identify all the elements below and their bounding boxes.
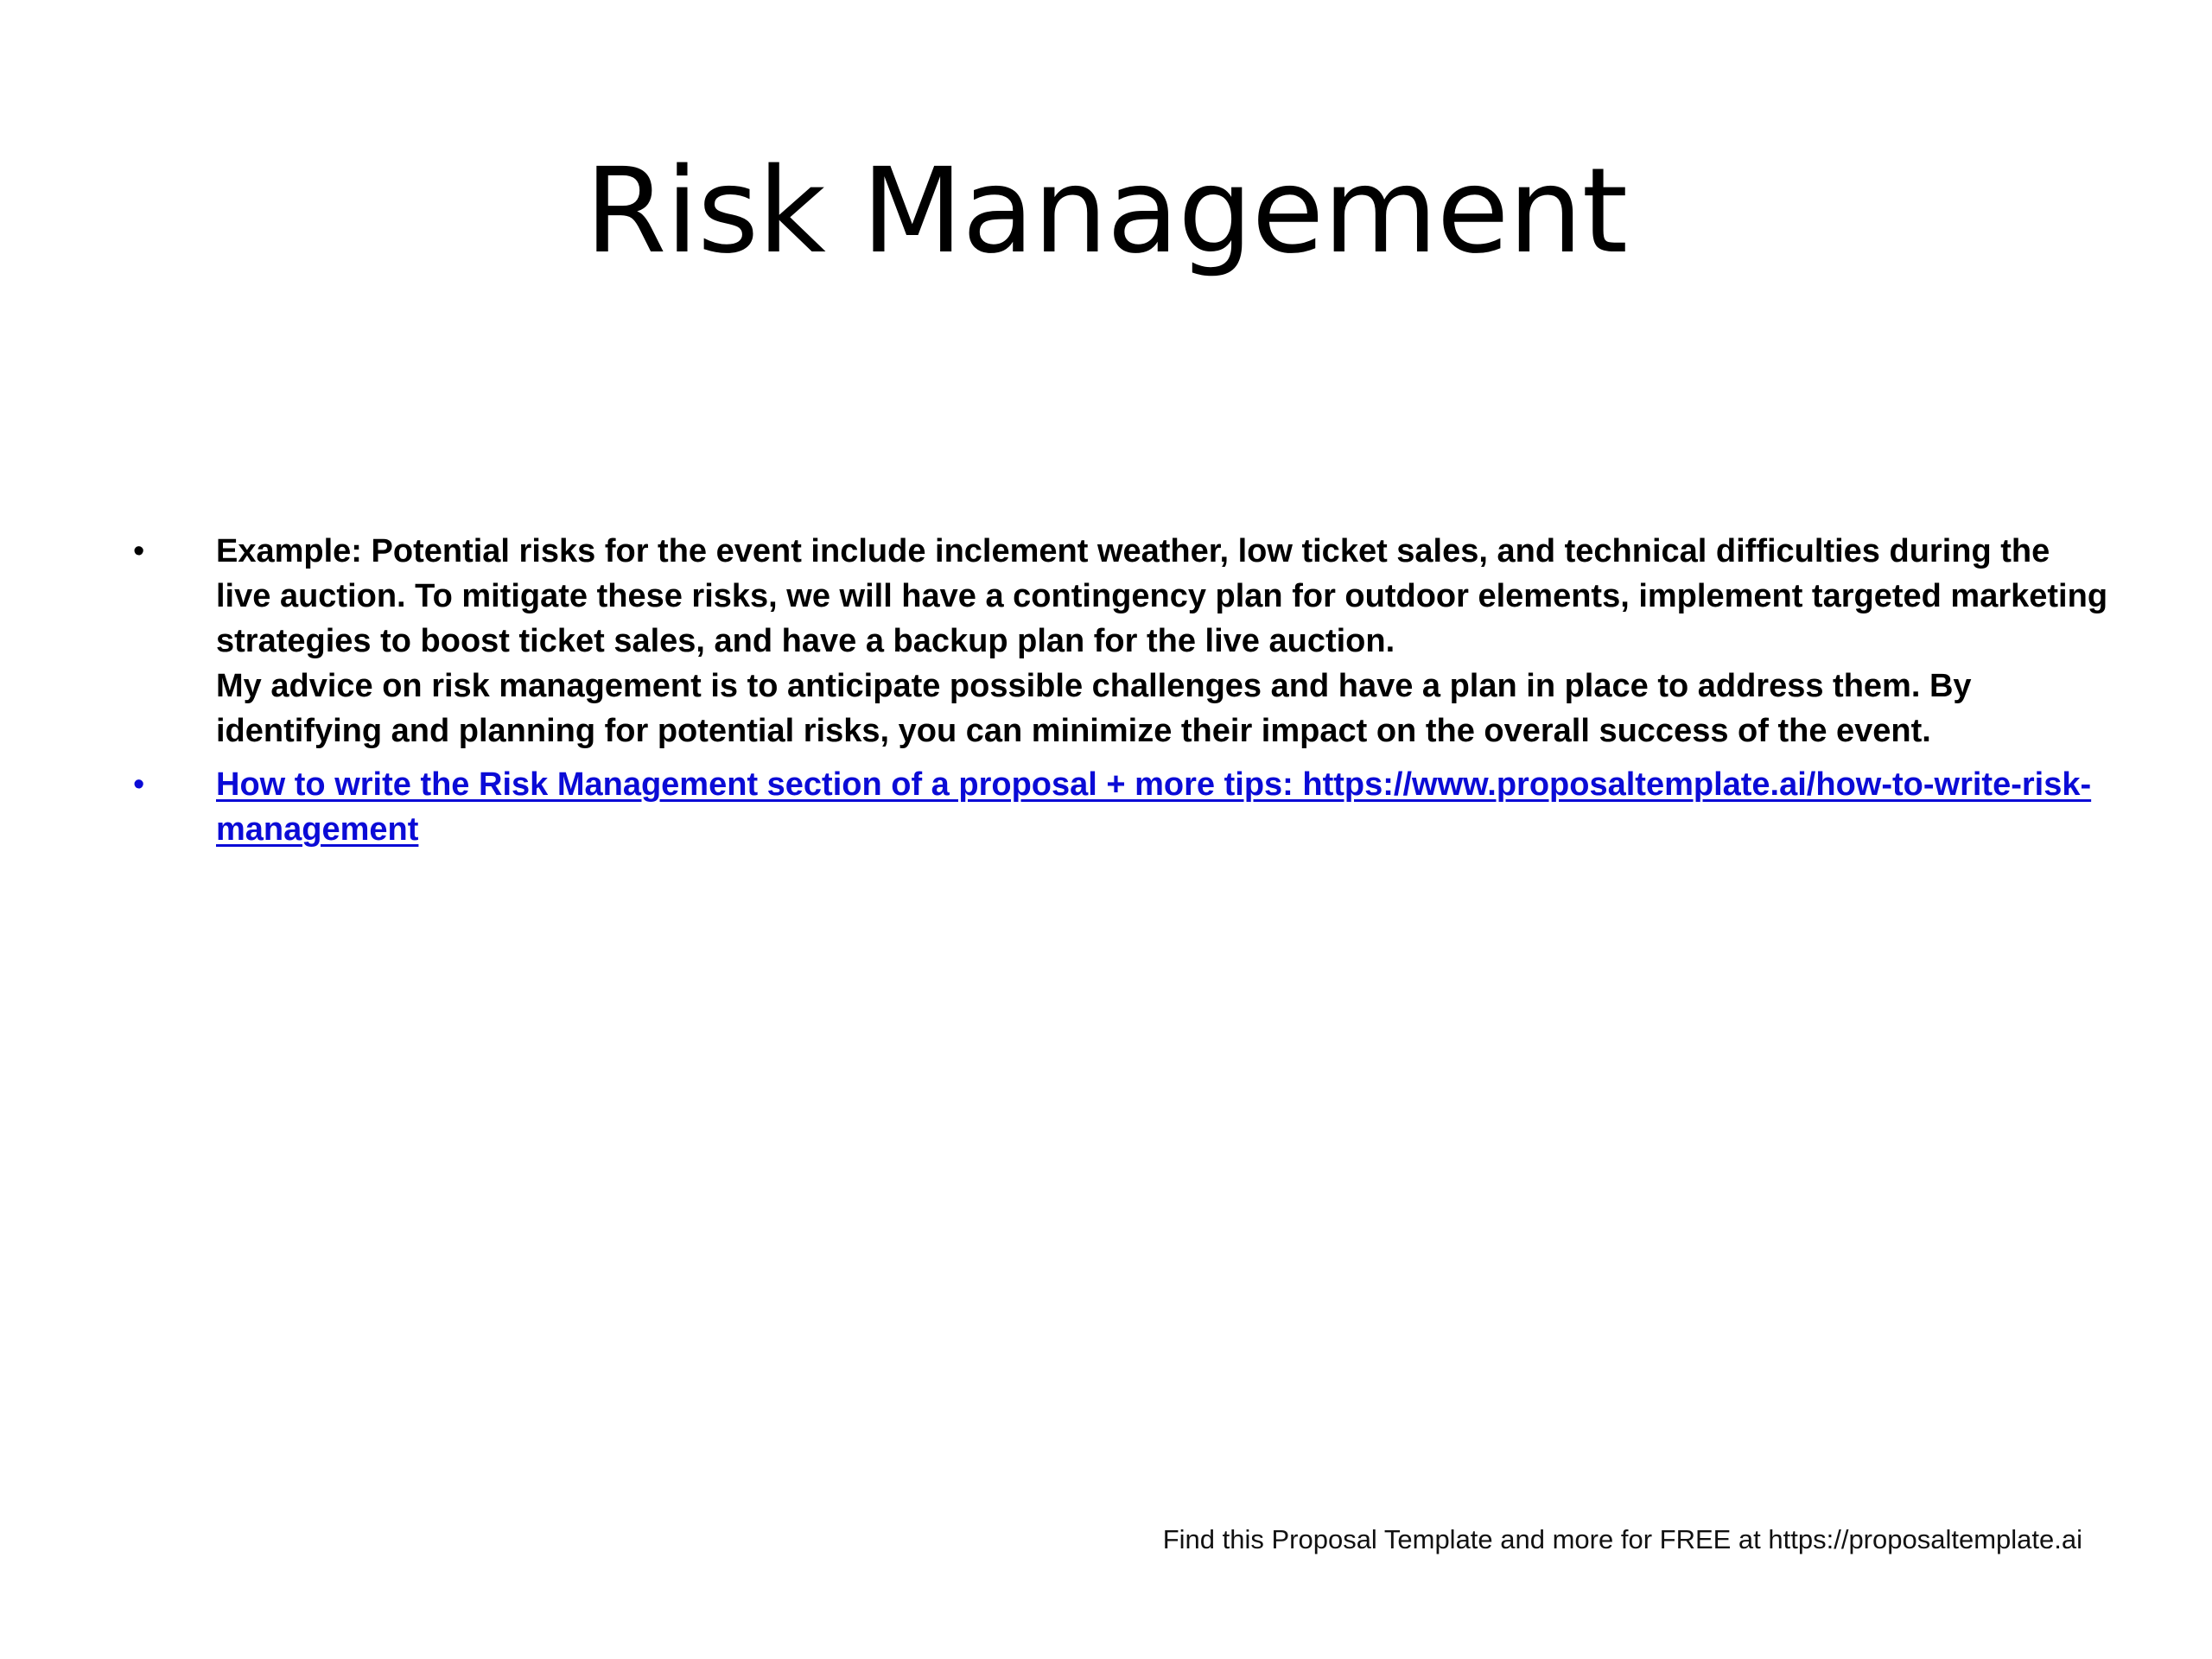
risk-management-tips-link[interactable]: How to write the Risk Management section of a proposal + more tips: https://www.proposaltemplate.ai/how-to-write-risk-management	[216, 766, 2092, 848]
example-paragraph: Example: Potential risks for the event include inclement weather, low ticket sales, and technical difficulties during the live auction. To mitigate these risks, we will have a contingency plan for outdoor elements, implement targeted marketing strategies to boost ticket sales, and have a backup plan for the live auction.	[216, 533, 2108, 659]
bullet-icon: •	[133, 766, 145, 803]
advice-paragraph: My advice on risk management is to anticipate possible challenges and have a plan in place to address them. By identifying and planning for potential risks, you can minimize their impact on the overall success of the event.	[216, 668, 1972, 749]
bullet-icon: •	[133, 533, 145, 569]
bullet-list	[130, 529, 2108, 861]
slide-title: Risk Management	[584, 143, 1627, 280]
footer-note: Find this Proposal Template and more for FREE at https://proposaltemplate.ai	[1162, 1524, 2082, 1554]
bullet-item-example	[130, 529, 2108, 753]
bullet-item-link	[130, 762, 2108, 852]
